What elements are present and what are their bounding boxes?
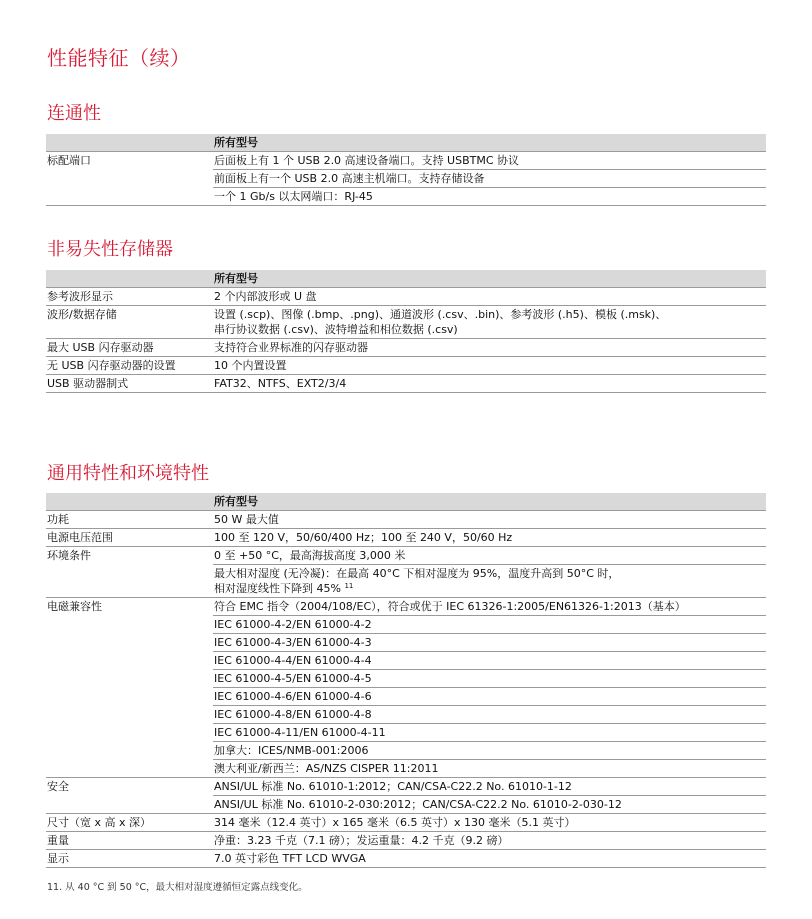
row-value-line: 50 W 最大值: [214, 513, 279, 526]
row-value-line: 10 个内置设置: [214, 359, 287, 372]
table-row: [46, 616, 766, 634]
row-label: [46, 742, 213, 760]
row-value-line: IEC 61000-4-3/EN 61000-4-3: [214, 636, 372, 649]
spec-table-storage: [46, 270, 766, 393]
footnote: 11. 从 40 °C 到 50 °C，最大相对湿度遵循恒定露点线变化。: [47, 882, 308, 893]
row-label: 电磁兼容性: [46, 598, 213, 616]
header-label-cell: [46, 134, 213, 152]
row-value: [213, 688, 766, 706]
row-value: [213, 850, 766, 868]
table-row: [46, 529, 766, 547]
page-title: 性能特征（续）: [47, 46, 191, 70]
row-value: [213, 339, 766, 357]
row-value-line: 加拿大：ICES/NMB-001:2006: [214, 744, 369, 757]
row-label: 参考波形显示: [46, 288, 213, 306]
table-row: [46, 565, 766, 598]
row-value: [213, 742, 766, 760]
row-value: [213, 796, 766, 814]
row-label: 无 USB 闪存驱动器的设置: [46, 357, 213, 375]
row-value-line: 7.0 英寸彩色 TFT LCD WVGA: [214, 852, 366, 865]
row-value-line: 一个 1 Gb/s 以太网端口：RJ-45: [214, 190, 373, 203]
row-value-line: 0 至 +50 °C，最高海拔高度 3,000 米: [214, 549, 406, 562]
row-label: 环境条件: [46, 547, 213, 565]
row-value-line: IEC 61000-4-6/EN 61000-4-6: [214, 690, 372, 703]
row-value: [213, 357, 766, 375]
row-value-line: IEC 61000-4-4/EN 61000-4-4: [214, 654, 372, 667]
row-value-line-2: [214, 322, 766, 337]
row-value-line: 支持符合业界标准的闪存驱动器: [214, 341, 368, 354]
row-value: [213, 724, 766, 742]
table-row: [46, 288, 766, 306]
table-row: [46, 188, 766, 206]
header-label-cell: [46, 493, 213, 511]
row-label: [46, 688, 213, 706]
table-row: [46, 760, 766, 778]
row-label: 波形/数据存储: [46, 306, 213, 339]
row-label: [46, 706, 213, 724]
row-value: [213, 598, 766, 616]
row-value: [213, 188, 766, 206]
row-value-line: 最大相对湿度 (无冷凝)：在最高 40°C 下相对湿度为 95%，温度升高到 50°C 时，: [214, 567, 620, 580]
table-row: [46, 152, 766, 170]
row-value-line: FAT32、NTFS、EXT2/3/4: [214, 377, 347, 390]
row-value: [213, 288, 766, 306]
row-value: [213, 170, 766, 188]
row-value-line: ANSI/UL 标准 No. 61010-2-030:2012；CAN/CSA-C22.2 No. 61010-2-030-12: [214, 798, 622, 811]
table-row: [46, 357, 766, 375]
row-value-line: 后面板上有 1 个 USB 2.0 高速设备端口。支持 USBTMC 协议: [214, 154, 520, 167]
table-row: [46, 778, 766, 796]
row-value: [213, 832, 766, 850]
table-row: [46, 511, 766, 529]
table-row: [46, 652, 766, 670]
table-row: [46, 170, 766, 188]
header-label-cell: [46, 270, 213, 288]
row-value: [213, 547, 766, 565]
row-value-line: 314 毫米（12.4 英寸）x 165 毫米（6.5 英寸）x 130 毫米（5.1 英寸）: [214, 816, 576, 829]
row-label: [46, 760, 213, 778]
table-row: [46, 850, 766, 868]
row-label: USB 驱动器制式: [46, 375, 213, 393]
table-row: [46, 598, 766, 616]
row-label: 重量: [46, 832, 213, 850]
row-value: [213, 814, 766, 832]
table-header-row: [46, 493, 766, 511]
table-row: [46, 832, 766, 850]
header-models-cell: 所有型号: [213, 493, 766, 511]
row-label: 最大 USB 闪存驱动器: [46, 339, 213, 357]
footnote-ref: 11: [344, 582, 354, 590]
row-value: [213, 565, 766, 598]
row-label: [46, 724, 213, 742]
table-header-row: [46, 270, 766, 288]
row-value-line: IEC 61000-4-11/EN 61000-4-11: [214, 726, 386, 739]
row-value-line-2: [214, 581, 766, 596]
spec-table-general: [46, 493, 766, 868]
section-title-general: 通用特性和环境特性: [47, 463, 209, 484]
section-title-storage: 非易失性存储器: [47, 239, 173, 260]
header-models-cell: 所有型号: [213, 270, 766, 288]
spec-table-connectivity: [46, 134, 766, 206]
row-value: [213, 511, 766, 529]
row-value: [213, 634, 766, 652]
table-header-row: [46, 134, 766, 152]
row-value: [213, 152, 766, 170]
row-value: [213, 670, 766, 688]
row-value: [213, 778, 766, 796]
row-value-line: IEC 61000-4-2/EN 61000-4-2: [214, 618, 372, 631]
table-row: [46, 688, 766, 706]
row-value: [213, 616, 766, 634]
row-value: [213, 306, 766, 339]
row-value-line: IEC 61000-4-5/EN 61000-4-5: [214, 672, 372, 685]
table-row: [46, 339, 766, 357]
header-models-cell: 所有型号: [213, 134, 766, 152]
row-value: [213, 760, 766, 778]
row-value: [213, 706, 766, 724]
section-title-connectivity: 连通性: [47, 103, 101, 124]
row-value-line: 前面板上有一个 USB 2.0 高速主机端口。支持存储设备: [214, 172, 485, 185]
row-value-line: 2 个内部波形或 U 盘: [214, 290, 317, 303]
row-value-line: 设置 (.scp)、图像 (.bmp、.png)、通道波形 (.csv、.bin)、参考波形 (.h5)、模板 (.msk)、: [214, 308, 667, 321]
row-value-line: ANSI/UL 标准 No. 61010-1:2012；CAN/CSA-C22.2 No. 61010-1-12: [214, 780, 572, 793]
table-row: [46, 706, 766, 724]
row-label: [46, 616, 213, 634]
table-row: [46, 547, 766, 565]
row-label: [46, 565, 213, 598]
table-row: [46, 670, 766, 688]
row-value-continuation: 相对湿度线性下降到 45%: [214, 582, 341, 595]
table-row: [46, 742, 766, 760]
row-label: 功耗: [46, 511, 213, 529]
row-value-line: 100 至 120 V，50/60/400 Hz；100 至 240 V，50/60 Hz: [214, 531, 513, 544]
table-row: [46, 814, 766, 832]
row-label: [46, 634, 213, 652]
row-label: [46, 652, 213, 670]
row-label: [46, 170, 213, 188]
row-value-line: IEC 61000-4-8/EN 61000-4-8: [214, 708, 372, 721]
table-row: [46, 724, 766, 742]
row-label: 显示: [46, 850, 213, 868]
row-value: [213, 652, 766, 670]
row-value: [213, 375, 766, 393]
row-label: [46, 796, 213, 814]
row-label: 安全: [46, 778, 213, 796]
row-value-continuation: 串行协议数据 (.csv)、波特增益和相位数据 (.csv): [214, 323, 458, 336]
row-value-line: 净重：3.23 千克（7.1 磅）；发运重量：4.2 千克（9.2 磅）: [214, 834, 509, 847]
row-label: 电源电压范围: [46, 529, 213, 547]
row-value-line: 澳大利亚/新西兰：AS/NZS CISPER 11:2011: [214, 762, 439, 775]
row-value-line: 符合 EMC 指令（2004/108/EC），符合或优于 IEC 61326-1:2005/EN61326-1:2013（基本）: [214, 600, 686, 613]
table-row: [46, 375, 766, 393]
row-label: [46, 670, 213, 688]
row-label: 标配端口: [46, 152, 213, 170]
table-row: [46, 796, 766, 814]
table-row: [46, 306, 766, 339]
row-value: [213, 529, 766, 547]
table-row: [46, 634, 766, 652]
row-label: [46, 188, 213, 206]
row-label: 尺寸（宽 x 高 x 深）: [46, 814, 213, 832]
